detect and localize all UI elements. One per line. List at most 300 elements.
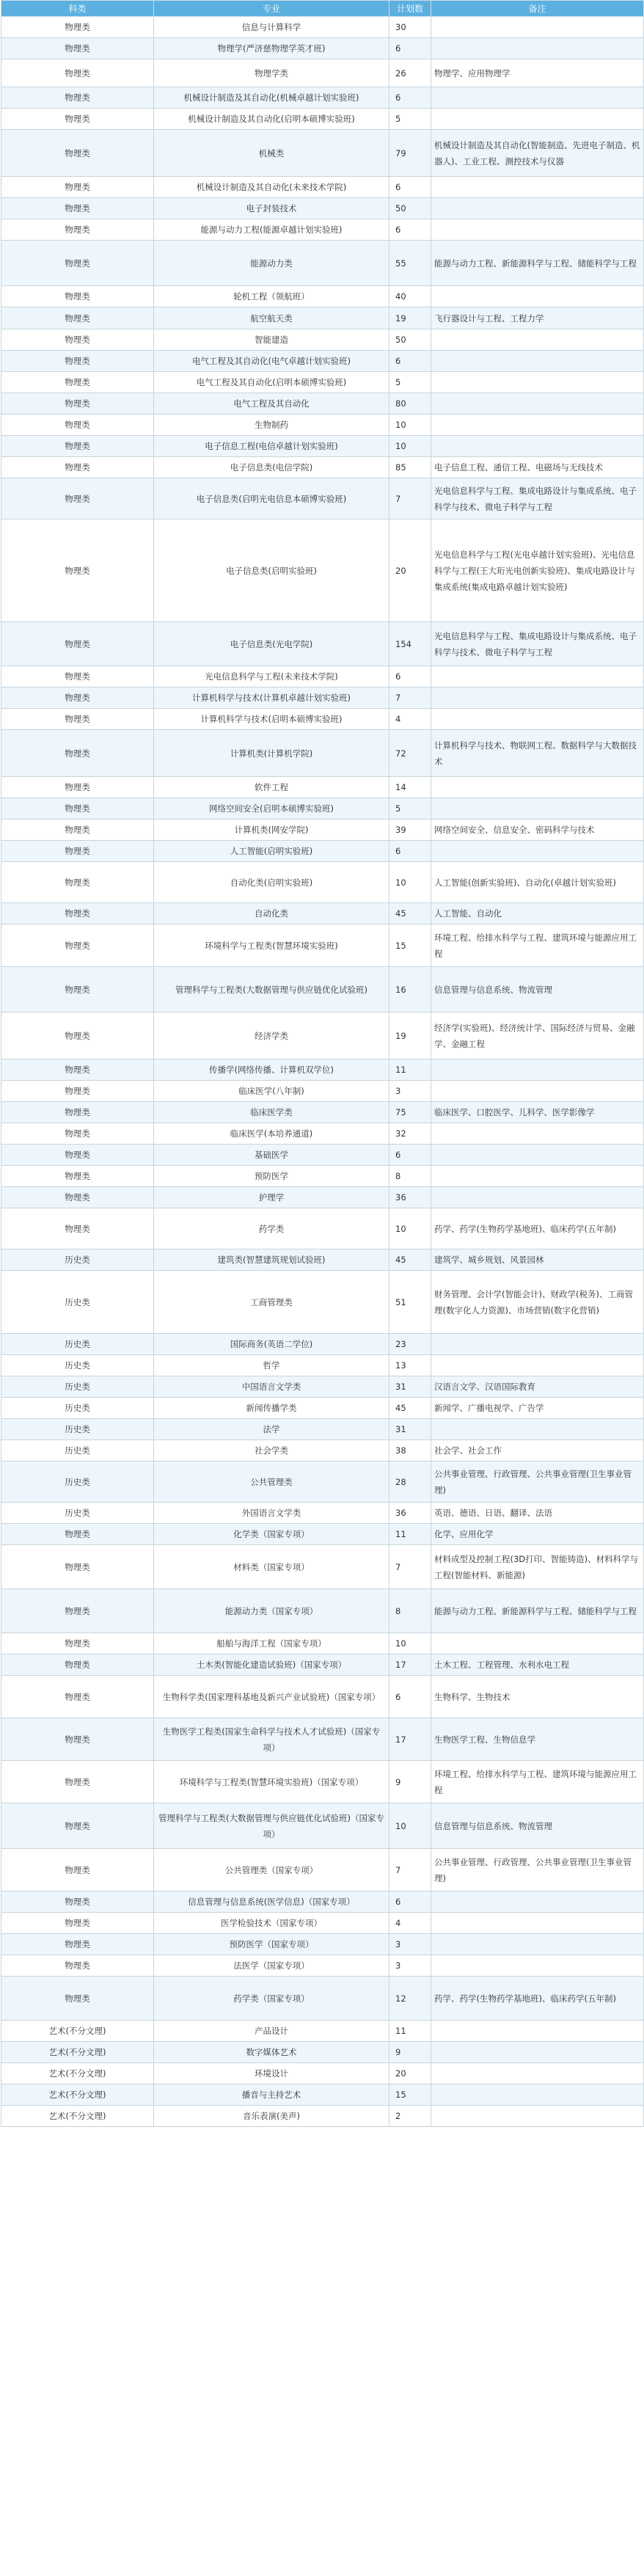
subject-cell: 物理类: [1, 1654, 154, 1676]
plan-count-cell: 9: [389, 2042, 431, 2063]
major-cell: 医学检验技术（国家专项）: [154, 1913, 389, 1934]
table-row: [1, 924, 644, 967]
major-cell: 电子封装技术: [154, 198, 389, 219]
subject-cell: 物理类: [1, 1524, 154, 1545]
plan-count-cell: 19: [389, 307, 431, 329]
subject-cell: 物理类: [1, 862, 154, 903]
major-cell: 新闻传播学类: [154, 1398, 389, 1419]
remarks-cell: [431, 393, 644, 415]
major-cell: 船舶与海洋工程（国家专项）: [154, 1633, 389, 1654]
plan-count-cell: 3: [389, 1955, 431, 1977]
remarks-cell: [431, 1955, 644, 1977]
table-row: [1, 130, 644, 177]
major-cell: 药学类: [154, 1208, 389, 1249]
remarks-cell: 信息管理与信息系统、物流管理: [431, 1803, 644, 1849]
plan-count-cell: 79: [389, 130, 431, 177]
subject-cell: 物理类: [1, 329, 154, 351]
major-cell: 环境科学与工程类(智慧环境实验班): [154, 924, 389, 967]
major-cell: 化学类（国家专项）: [154, 1524, 389, 1545]
table-row: [1, 177, 644, 198]
plan-count-cell: 12: [389, 1977, 431, 2021]
remarks-cell: 光电信息科学与工程(光电卓越计划实验班)、光电信息科学与工程(王大珩光电创新实验班)、集成电路设计与集成系统(集成电路卓越计划实验班): [431, 519, 644, 622]
remarks-cell: 电子信息工程、通信工程、电磁场与无线技术: [431, 457, 644, 478]
remarks-cell: 化学、应用化学: [431, 1524, 644, 1545]
subject-cell: 历史类: [1, 1334, 154, 1355]
remarks-cell: [431, 1145, 644, 1166]
subject-cell: 物理类: [1, 1059, 154, 1081]
subject-cell: 物理类: [1, 1633, 154, 1654]
subject-cell: 艺术(不分文理): [1, 2106, 154, 2127]
subject-cell: 物理类: [1, 1187, 154, 1208]
major-cell: 中国语言文学类: [154, 1376, 389, 1398]
table-row: [1, 286, 644, 307]
plan-count-cell: 11: [389, 1059, 431, 1081]
plan-count-cell: 50: [389, 198, 431, 219]
remarks-cell: 光电信息科学与工程、集成电路设计与集成系统、电子科学与技术、微电子科学与工程: [431, 622, 644, 666]
major-cell: 基础医学: [154, 1145, 389, 1166]
plan-count-cell: 6: [389, 177, 431, 198]
subject-cell: 物理类: [1, 1166, 154, 1187]
plan-count-cell: 11: [389, 1524, 431, 1545]
subject-cell: 历史类: [1, 1440, 154, 1462]
plan-count-cell: 6: [389, 1145, 431, 1166]
table-row: [1, 1145, 644, 1166]
remarks-cell: 环境工程、给排水科学与工程、建筑环境与能源应用工程: [431, 924, 644, 967]
plan-count-cell: 7: [389, 687, 431, 709]
remarks-cell: 建筑学、城乡规划、风景园林: [431, 1249, 644, 1271]
table-row: [1, 478, 644, 519]
table-row: [1, 1249, 644, 1271]
plan-count-cell: 6: [389, 1676, 431, 1718]
remarks-cell: 能源与动力工程、新能源科学与工程、储能科学与工程: [431, 241, 644, 286]
major-cell: 计算机类(网安学院): [154, 820, 389, 841]
plan-count-cell: 6: [389, 841, 431, 862]
table-row: [1, 219, 644, 241]
major-cell: 网络空间安全(启明本硕博实验班): [154, 798, 389, 820]
remarks-cell: [431, 2063, 644, 2084]
major-cell: 软件工程: [154, 777, 389, 798]
table-row: [1, 2021, 644, 2042]
plan-count-cell: 50: [389, 329, 431, 351]
remarks-cell: 临床医学、口腔医学、儿科学、医学影像学: [431, 1102, 644, 1123]
table-row: [1, 1761, 644, 1803]
table-row: [1, 1891, 644, 1913]
remarks-cell: [431, 198, 644, 219]
plan-count-cell: 15: [389, 2084, 431, 2106]
subject-cell: 历史类: [1, 1503, 154, 1524]
remarks-cell: 经济学(实验班)、经济统计学、国际经济与贸易、金融学、金融工程: [431, 1012, 644, 1059]
remarks-cell: 生物医学工程、生物信息学: [431, 1718, 644, 1761]
major-cell: 材料类（国家专项）: [154, 1545, 389, 1589]
major-cell: 临床医学类: [154, 1102, 389, 1123]
plan-count-cell: 8: [389, 1589, 431, 1633]
major-cell: 自动化类: [154, 903, 389, 924]
remarks-cell: [431, 415, 644, 436]
subject-cell: 物理类: [1, 841, 154, 862]
table-row: [1, 1589, 644, 1633]
major-cell: 电气工程及其自动化(启明本硕博实验班): [154, 372, 389, 393]
remarks-cell: [431, 798, 644, 820]
remarks-cell: 人工智能(创新实验班)、自动化(卓越计划实验班): [431, 862, 644, 903]
plan-count-cell: 30: [389, 17, 431, 38]
table-row: [1, 351, 644, 372]
major-cell: 信息管理与信息系统(医学信息)（国家专项）: [154, 1891, 389, 1913]
major-cell: 光电信息科学与工程(未来技术学院): [154, 666, 389, 687]
major-cell: 土木类(智能化建造试验班)（国家专项）: [154, 1654, 389, 1676]
major-cell: 临床医学(八年制): [154, 1081, 389, 1102]
remarks-cell: 能源与动力工程、新能源科学与工程、储能科学与工程: [431, 1589, 644, 1633]
table-row: [1, 1849, 644, 1891]
major-cell: 自动化类(启明实验班): [154, 862, 389, 903]
table-row: [1, 820, 644, 841]
major-cell: 电子信息类(启明实验班): [154, 519, 389, 622]
major-cell: 电气工程及其自动化: [154, 393, 389, 415]
plan-count-cell: 6: [389, 1891, 431, 1913]
plan-count-cell: 16: [389, 967, 431, 1012]
table-row: [1, 666, 644, 687]
plan-count-cell: 5: [389, 109, 431, 130]
table-row: [1, 1654, 644, 1676]
plan-count-cell: 7: [389, 1849, 431, 1891]
major-cell: 能源动力类: [154, 241, 389, 286]
plan-count-cell: 6: [389, 219, 431, 241]
remarks-cell: [431, 2084, 644, 2106]
remarks-cell: [431, 2021, 644, 2042]
table-row: [1, 17, 644, 38]
plan-count-cell: 55: [389, 241, 431, 286]
table-row: [1, 1545, 644, 1589]
subject-cell: 历史类: [1, 1249, 154, 1271]
table-row: [1, 1355, 644, 1376]
subject-cell: 艺术(不分文理): [1, 2063, 154, 2084]
plan-count-cell: 31: [389, 1419, 431, 1440]
remarks-cell: [431, 329, 644, 351]
subject-cell: 物理类: [1, 372, 154, 393]
table-row: [1, 1012, 644, 1059]
subject-cell: 物理类: [1, 415, 154, 436]
table-row: [1, 519, 644, 622]
major-cell: 生物制药: [154, 415, 389, 436]
plan-count-cell: 5: [389, 372, 431, 393]
table-row: [1, 2084, 644, 2106]
major-cell: 法学: [154, 1419, 389, 1440]
subject-cell: 历史类: [1, 1355, 154, 1376]
table-row: [1, 1334, 644, 1355]
header-plan-count: 计划数: [389, 1, 431, 17]
subject-cell: 物理类: [1, 436, 154, 457]
remarks-cell: [431, 2106, 644, 2127]
plan-count-cell: 3: [389, 1934, 431, 1955]
subject-cell: 物理类: [1, 1123, 154, 1145]
table-row: [1, 709, 644, 730]
major-cell: 轮机工程（领航班）: [154, 286, 389, 307]
subject-cell: 物理类: [1, 709, 154, 730]
major-cell: 电子信息工程(电信卓越计划实验班): [154, 436, 389, 457]
remarks-cell: 物理学、应用物理学: [431, 59, 644, 87]
subject-cell: 物理类: [1, 1012, 154, 1059]
plan-count-cell: 36: [389, 1503, 431, 1524]
plan-count-cell: 23: [389, 1334, 431, 1355]
major-cell: 计算机科学与技术(计算机卓越计划实验班): [154, 687, 389, 709]
remarks-cell: [431, 1123, 644, 1145]
table-row: [1, 329, 644, 351]
plan-count-cell: 45: [389, 903, 431, 924]
major-cell: 播音与主持艺术: [154, 2084, 389, 2106]
plan-count-cell: 8: [389, 1166, 431, 1187]
remarks-cell: 新闻学、广播电视学、广告学: [431, 1398, 644, 1419]
plan-count-cell: 6: [389, 351, 431, 372]
major-cell: 能源与动力工程(能源卓越计划实验班): [154, 219, 389, 241]
subject-cell: 物理类: [1, 130, 154, 177]
table-row: [1, 1059, 644, 1081]
major-cell: 外国语言文学类: [154, 1503, 389, 1524]
table-row: [1, 798, 644, 820]
plan-count-cell: 80: [389, 393, 431, 415]
table-row: [1, 903, 644, 924]
plan-count-cell: 10: [389, 862, 431, 903]
remarks-cell: 土木工程、工程管理、水利水电工程: [431, 1654, 644, 1676]
plan-count-cell: 36: [389, 1187, 431, 1208]
subject-cell: 物理类: [1, 1913, 154, 1934]
table-row: [1, 1123, 644, 1145]
major-cell: 机械设计制造及其自动化(机械卓越计划实验班): [154, 87, 389, 109]
table-row: [1, 2106, 644, 2127]
table-row: [1, 393, 644, 415]
major-cell: 预防医学: [154, 1166, 389, 1187]
plan-count-cell: 10: [389, 1633, 431, 1654]
plan-count-cell: 4: [389, 1913, 431, 1934]
subject-cell: 物理类: [1, 622, 154, 666]
major-cell: 护理学: [154, 1187, 389, 1208]
remarks-cell: 社会学、社会工作: [431, 1440, 644, 1462]
table-row: [1, 730, 644, 777]
subject-cell: 物理类: [1, 1145, 154, 1166]
remarks-cell: [431, 219, 644, 241]
subject-cell: 物理类: [1, 820, 154, 841]
remarks-cell: 汉语言文学、汉语国际教育: [431, 1376, 644, 1398]
major-cell: 数字媒体艺术: [154, 2042, 389, 2063]
plan-count-cell: 7: [389, 478, 431, 519]
admission-plan-table: [1, 0, 644, 2127]
remarks-cell: [431, 1355, 644, 1376]
subject-cell: 物理类: [1, 777, 154, 798]
remarks-cell: 英语、德语、日语、翻译、法语: [431, 1503, 644, 1524]
subject-cell: 物理类: [1, 687, 154, 709]
remarks-cell: [431, 687, 644, 709]
plan-count-cell: 4: [389, 709, 431, 730]
remarks-cell: [431, 17, 644, 38]
remarks-cell: 网络空间安全、信息安全、密码科学与技术: [431, 820, 644, 841]
plan-count-cell: 39: [389, 820, 431, 841]
remarks-cell: [431, 1059, 644, 1081]
subject-cell: 物理类: [1, 1589, 154, 1633]
major-cell: 计算机类(计算机学院): [154, 730, 389, 777]
subject-cell: 物理类: [1, 1891, 154, 1913]
subject-cell: 物理类: [1, 903, 154, 924]
remarks-cell: 药学、药学(生物药学基地班)、临床药学(五年制): [431, 1977, 644, 2021]
table-row: [1, 415, 644, 436]
table-row: [1, 1524, 644, 1545]
table-body: [1, 17, 644, 2127]
major-cell: 预防医学（国家专项）: [154, 1934, 389, 1955]
major-cell: 电气工程及其自动化(电气卓越计划实验班): [154, 351, 389, 372]
table-row: [1, 109, 644, 130]
table-row: [1, 1977, 644, 2021]
plan-count-cell: 11: [389, 2021, 431, 2042]
subject-cell: 物理类: [1, 286, 154, 307]
major-cell: 生物医学工程类(国家生命科学与技术人才试验班)（国家专项）: [154, 1718, 389, 1761]
subject-cell: 艺术(不分文理): [1, 2042, 154, 2063]
table-row: [1, 457, 644, 478]
plan-count-cell: 19: [389, 1012, 431, 1059]
major-cell: 建筑类(智慧建筑规划试验班): [154, 1249, 389, 1271]
subject-cell: 物理类: [1, 1761, 154, 1803]
remarks-cell: 公共事业管理、行政管理、公共事业管理(卫生事业管理): [431, 1849, 644, 1891]
remarks-cell: [431, 1419, 644, 1440]
plan-count-cell: 17: [389, 1654, 431, 1676]
remarks-cell: [431, 177, 644, 198]
remarks-cell: 光电信息科学与工程、集成电路设计与集成系统、电子科学与技术、微电子科学与工程: [431, 478, 644, 519]
plan-count-cell: 20: [389, 519, 431, 622]
plan-count-cell: 15: [389, 924, 431, 967]
major-cell: 环境设计: [154, 2063, 389, 2084]
table-row: [1, 1419, 644, 1440]
major-cell: 工商管理类: [154, 1271, 389, 1334]
remarks-cell: [431, 777, 644, 798]
major-cell: 电子信息类(电信学院): [154, 457, 389, 478]
table-row: [1, 59, 644, 87]
subject-cell: 艺术(不分文理): [1, 2021, 154, 2042]
subject-cell: 物理类: [1, 1081, 154, 1102]
table-row: [1, 2042, 644, 2063]
remarks-cell: 材料成型及控制工程(3D打印、智能铸造)、材料科学与工程(智能材料、新能源): [431, 1545, 644, 1589]
major-cell: 航空航天类: [154, 307, 389, 329]
table-row: [1, 1955, 644, 1977]
subject-cell: 历史类: [1, 1398, 154, 1419]
major-cell: 物理学类: [154, 59, 389, 87]
header-remarks: 备注: [431, 1, 644, 17]
major-cell: 经济学类: [154, 1012, 389, 1059]
remarks-cell: [431, 1187, 644, 1208]
major-cell: 公共管理类: [154, 1462, 389, 1503]
major-cell: 物理学(严济慈物理学英才班): [154, 38, 389, 59]
remarks-cell: [431, 2042, 644, 2063]
subject-cell: 物理类: [1, 924, 154, 967]
table-row: [1, 198, 644, 219]
subject-cell: 物理类: [1, 1803, 154, 1849]
remarks-cell: [431, 286, 644, 307]
table-row: [1, 1934, 644, 1955]
table-row: [1, 1102, 644, 1123]
subject-cell: 物理类: [1, 241, 154, 286]
major-cell: 信息与计算科学: [154, 17, 389, 38]
remarks-cell: [431, 436, 644, 457]
table-row: [1, 1440, 644, 1462]
plan-count-cell: 6: [389, 666, 431, 687]
subject-cell: 物理类: [1, 1955, 154, 1977]
table-row: [1, 87, 644, 109]
major-cell: 电子信息类(光电学院): [154, 622, 389, 666]
subject-cell: 艺术(不分文理): [1, 2084, 154, 2106]
plan-count-cell: 45: [389, 1398, 431, 1419]
remarks-cell: 药学、药学(生物药学基地班)、临床药学(五年制): [431, 1208, 644, 1249]
subject-cell: 物理类: [1, 798, 154, 820]
table-row: [1, 1166, 644, 1187]
major-cell: 药学类（国家专项）: [154, 1977, 389, 2021]
subject-cell: 物理类: [1, 1849, 154, 1891]
subject-cell: 物理类: [1, 1676, 154, 1718]
plan-count-cell: 10: [389, 1803, 431, 1849]
table-row: [1, 1376, 644, 1398]
subject-cell: 物理类: [1, 1208, 154, 1249]
plan-count-cell: 2: [389, 2106, 431, 2127]
major-cell: 传播学(网络传播、计算机双学位): [154, 1059, 389, 1081]
subject-cell: 物理类: [1, 219, 154, 241]
table-row: [1, 1208, 644, 1249]
table-row: [1, 1718, 644, 1761]
table-row: [1, 841, 644, 862]
plan-count-cell: 3: [389, 1081, 431, 1102]
remarks-cell: [431, 1891, 644, 1913]
remarks-cell: 生物科学、生物技术: [431, 1676, 644, 1718]
table-row: [1, 967, 644, 1012]
subject-cell: 物理类: [1, 1718, 154, 1761]
subject-cell: 物理类: [1, 730, 154, 777]
major-cell: 计算机科学与技术(启明本硕博实验班): [154, 709, 389, 730]
subject-cell: 物理类: [1, 38, 154, 59]
subject-cell: 物理类: [1, 351, 154, 372]
subject-cell: 物理类: [1, 457, 154, 478]
subject-cell: 物理类: [1, 1545, 154, 1589]
remarks-cell: [431, 666, 644, 687]
major-cell: 环境科学与工程类(智慧环境实验班)（国家专项）: [154, 1761, 389, 1803]
remarks-cell: 环境工程、给排水科学与工程、建筑环境与能源应用工程: [431, 1761, 644, 1803]
plan-count-cell: 9: [389, 1761, 431, 1803]
major-cell: 管理科学与工程类(大数据管理与供应链优化试验班)（国家专项）: [154, 1803, 389, 1849]
major-cell: 产品设计: [154, 2021, 389, 2042]
remarks-cell: [431, 1334, 644, 1355]
plan-count-cell: 51: [389, 1271, 431, 1334]
remarks-cell: 信息管理与信息系统、物流管理: [431, 967, 644, 1012]
plan-count-cell: 154: [389, 622, 431, 666]
remarks-cell: [431, 709, 644, 730]
major-cell: 哲学: [154, 1355, 389, 1376]
major-cell: 智能建造: [154, 329, 389, 351]
table-row: [1, 1187, 644, 1208]
subject-cell: 物理类: [1, 177, 154, 198]
table-row: [1, 1676, 644, 1718]
remarks-cell: [431, 1081, 644, 1102]
plan-count-cell: 38: [389, 1440, 431, 1462]
table-row: [1, 1633, 644, 1654]
plan-count-cell: 6: [389, 87, 431, 109]
table-row: [1, 1462, 644, 1503]
major-cell: 机械类: [154, 130, 389, 177]
remarks-cell: [431, 87, 644, 109]
remarks-cell: 机械设计制造及其自动化(智能制造、先进电子制造、机器人)、工业工程、测控技术与仪器: [431, 130, 644, 177]
plan-count-cell: 40: [389, 286, 431, 307]
table-row: [1, 372, 644, 393]
subject-cell: 物理类: [1, 87, 154, 109]
subject-cell: 物理类: [1, 59, 154, 87]
header-major: 专业: [154, 1, 389, 17]
subject-cell: 历史类: [1, 1462, 154, 1503]
plan-count-cell: 45: [389, 1249, 431, 1271]
table-row: [1, 2063, 644, 2084]
plan-count-cell: 10: [389, 415, 431, 436]
subject-cell: 历史类: [1, 1271, 154, 1334]
major-cell: 社会学类: [154, 1440, 389, 1462]
